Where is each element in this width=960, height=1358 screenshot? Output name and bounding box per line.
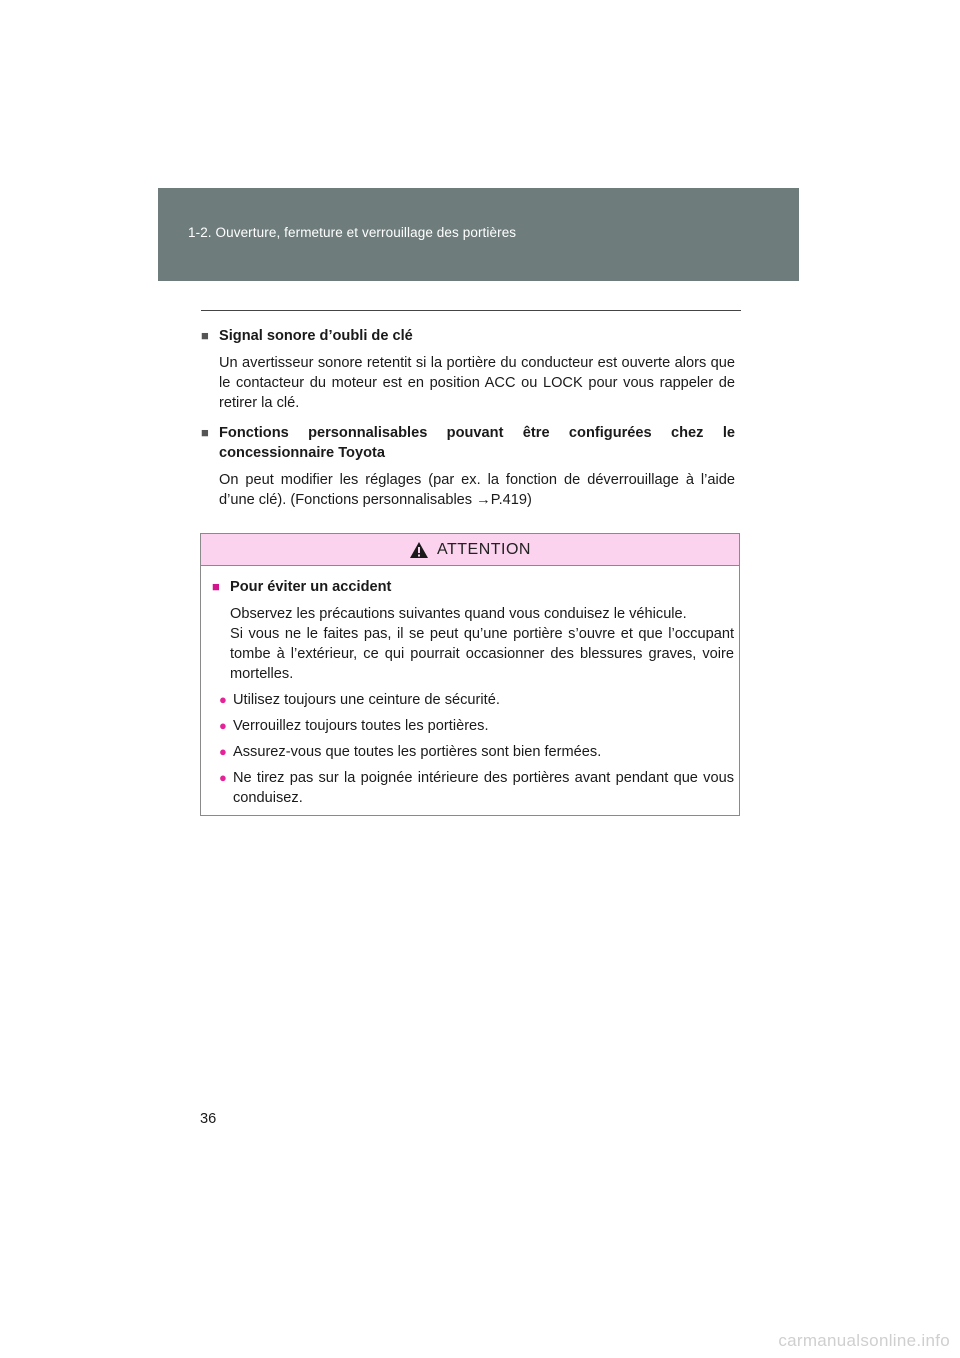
watermark: carmanualsonline.info — [778, 1331, 950, 1350]
warning-header — [201, 534, 739, 566]
page-number: 36 — [200, 1111, 217, 1127]
list-item: ● Verrouillez toujours toutes les portières. — [219, 718, 489, 734]
list-item: ● Ne tirez pas sur la poignée intérieure des portières avant pendant que vous conduisez. — [219, 770, 734, 806]
list-item: ● Utilisez toujours une ceinture de sécurité. — [219, 692, 500, 708]
section-title: Signal sonore d’oubli de clé — [219, 328, 413, 344]
circle-bullet-icon: ● — [219, 718, 227, 733]
circle-bullet-icon: ● — [219, 692, 227, 707]
warning-body — [212, 604, 734, 684]
square-bullet-icon: ■ — [201, 425, 209, 440]
warning-title: Pour éviter un accident — [230, 579, 392, 595]
section-body: Un avertisseur sonore retentit si la portière du conducteur est ouverte alors que le contacteur du moteur est en position ACC ou LOCK pour vous rappeler de retirer la clé. — [219, 355, 735, 411]
warning-label: ATTENTION — [437, 540, 531, 558]
circle-bullet-icon: ● — [219, 744, 227, 759]
precaution-list — [212, 690, 734, 808]
warning-box — [200, 533, 740, 816]
section-divider — [201, 310, 741, 311]
square-bullet-icon: ■ — [212, 579, 220, 594]
square-bullet-icon: ■ — [201, 328, 209, 343]
warning-detail: Si vous ne le faites pas, il se peut qu’une portière s’ouvre et que l’occupant tombe à l’extérieur, ce qui pourrait occasionner des blessures graves, voire mortelles. — [230, 626, 734, 682]
warning-content — [201, 566, 739, 808]
section-custom-functions — [201, 423, 735, 510]
chapter-title: 1-2. Ouverture, fermeture et verrouillage des portières — [188, 225, 517, 240]
section-title: Fonctions personnalisables pouvant être configurées chez le concessionnaire Toyota — [219, 425, 735, 461]
warning-intro: Observez les précautions suivantes quand vous conduisez le véhicule. — [230, 606, 687, 622]
list-item: ● Assurez-vous que toutes les portières sont bien fermées. — [219, 744, 602, 760]
circle-bullet-icon: ● — [219, 770, 227, 785]
section-body: On peut modifier les réglages (par ex. la fonction de déverrouillage à l’aide d’une clé). (Fonctions personnalisables →P.419) — [219, 472, 735, 508]
info-sections — [201, 326, 735, 520]
warning-triangle-icon — [409, 541, 429, 559]
section-key-reminder — [201, 326, 735, 413]
chapter-header-band — [158, 188, 799, 281]
